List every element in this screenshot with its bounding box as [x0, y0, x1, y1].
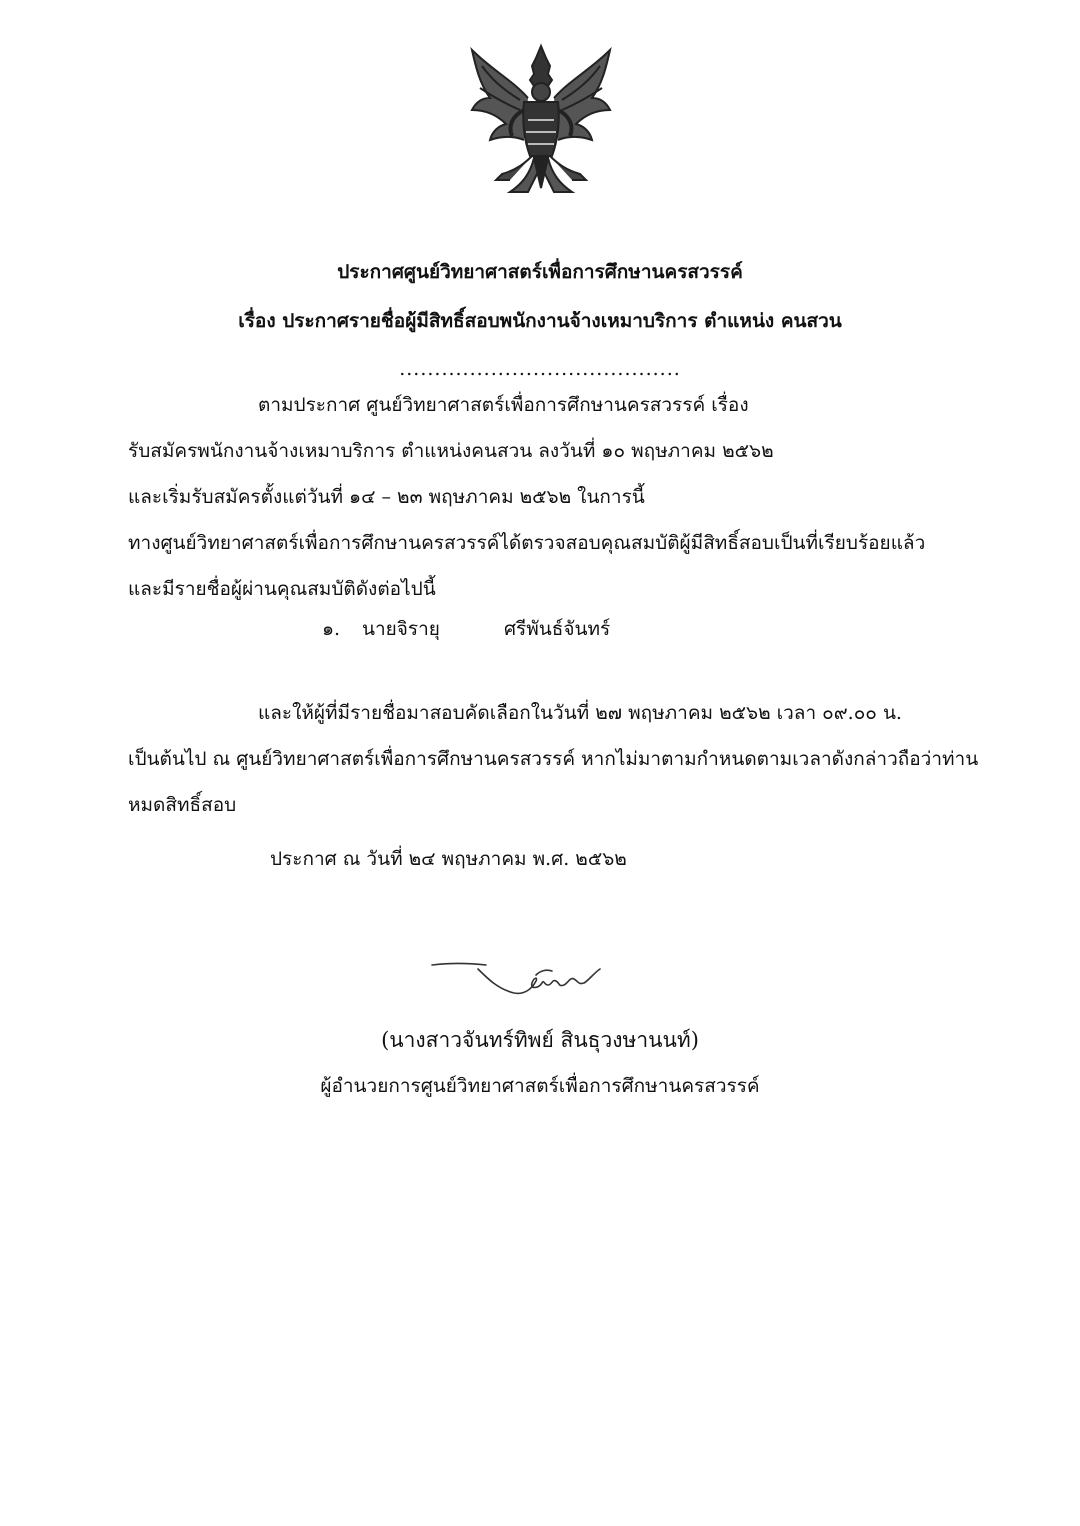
announcement-date: ประกาศ ณ วันที่ ๒๔ พฤษภาคม พ.ศ. ๒๕๖๒	[270, 848, 627, 870]
paragraph2-line3: หมดสิทธิ์สอบ	[128, 794, 237, 816]
candidate-given-name: นายจิรายุ	[362, 618, 440, 640]
separator-dots: ........................................	[399, 358, 681, 380]
paragraph1-line1: ตามประกาศ ศูนย์วิทยาศาสตร์เพื่อการศึกษานครสวรรค์ เรื่อง	[258, 394, 749, 416]
paragraph1-line3: และเริ่มรับสมัครตั้งแต่วันที่ ๑๔ – ๒๓ พฤษภาคม ๒๕๖๒ ในการนี้	[128, 486, 645, 508]
paragraph2-line1: และให้ผู้ที่มีรายชื่อมาสอบคัดเลือกในวันที่ ๒๗ พฤษภาคม ๒๕๖๒ เวลา ๐๙.๐๐ น.	[258, 702, 902, 724]
paragraph1-line5: และมีรายชื่อผู้ผ่านคุณสมบัติดังต่อไปนี้	[128, 578, 436, 600]
announcement-subject: เรื่อง ประกาศรายชื่อผู้มีสิทธิ์สอบพนักงานจ้างเหมาบริการ ตำแหน่ง คนสวน	[238, 310, 842, 332]
announcement-title: ประกาศศูนย์วิทยาศาสตร์เพื่อการศึกษานครสวรรค์	[337, 261, 743, 283]
handwritten-signature-icon	[428, 955, 608, 1005]
signatory-name: (นางสาวจันทร์ทิพย์ สินธุวงษานนท์)	[381, 1028, 699, 1052]
candidate-surname: ศรีพันธ์จันทร์	[504, 618, 611, 640]
paragraph2-line2: เป็นต้นไป ณ ศูนย์วิทยาศาสตร์เพื่อการศึกษานครสวรรค์ หากไม่มาตามกำหนดตามเวลาดังกล่าวถือว่าท่าน	[128, 748, 979, 770]
candidate-list-item	[322, 616, 610, 642]
paragraph1-line4: ทางศูนย์วิทยาศาสตร์เพื่อการศึกษานครสวรรค์ได้ตรวจสอบคุณสมบัติผู้มีสิทธิ์สอบเป็นที่เรียบร้อยแล้ว	[128, 532, 926, 554]
signatory-position: ผู้อำนวยการศูนย์วิทยาศาสตร์เพื่อการศึกษานครสวรรค์	[320, 1075, 760, 1097]
candidate-number: ๑.	[322, 618, 341, 640]
paragraph1-line2: รับสมัครพนักงานจ้างเหมาบริการ ตำแหน่งคนสวน ลงวันที่ ๑๐ พฤษภาคม ๒๕๖๒	[128, 440, 774, 462]
garuda-emblem-icon	[462, 40, 620, 200]
